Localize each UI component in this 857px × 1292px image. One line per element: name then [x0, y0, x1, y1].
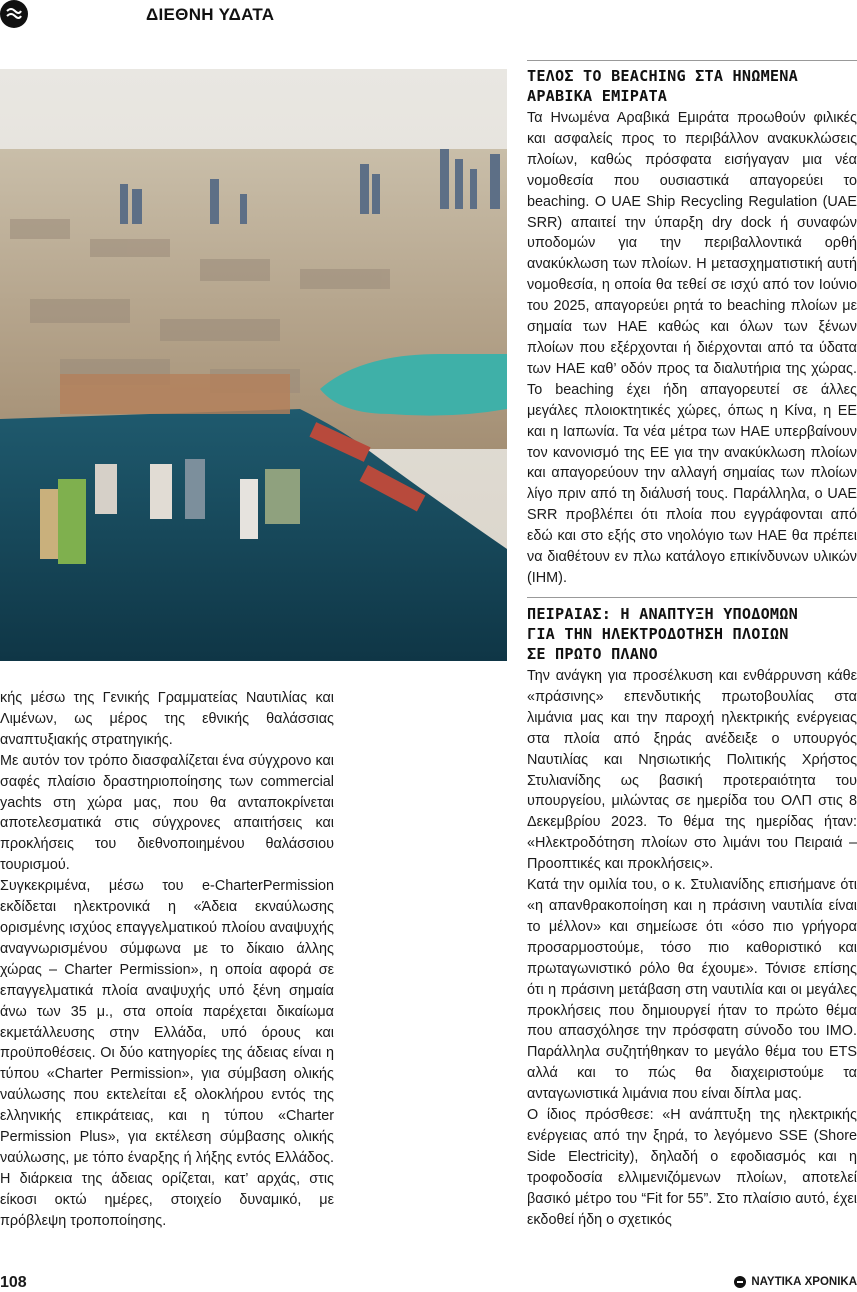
paragraph: Με αυτόν τον τρόπο διασφαλίζεται ένα σύγχρονο και σαφές πλαίσιο δραστηριοποίησης των commercial yachts στη χώρα μας, που θα ανταποκρίνεται αποτελεσματικά στις σύγχρονες απαιτήσεις και προκλήσεις του διεθνοποιημένου θαλάσσιου τουρισμού.: [0, 752, 334, 874]
wave-logo-icon: [0, 0, 28, 28]
paragraph: Την ανάγκη για προσέλκυση και ενθάρρυνση κάθε «πράσινης» επενδυτικής πρωτοβουλίας στα λιμάνια μας και την παροχή ηλεκτρικής ενέργειας στα πλοία από ξηράς ανέδειξε ο υπουργός Ναυτιλίας και Νησιωτικής Πολιτικής Χρήστος Στυλιανίδης ως βασική προτεραιότητα του υπουργείου, μιλώντας σε ημερίδα του ΟΛΠ στις 8 Δεκεμβρίου 2023. Το θέμα της ημερίδας ήταν: «Ηλεκτροδότηση πλοίων στο λιμάνι του Πειραιά – Προοπτικές και προκλήσεις».: [527, 668, 857, 873]
section-title: ΔΙΕΘΝΗ ΥΔΑΤΑ: [146, 5, 275, 24]
left-column: [0, 688, 334, 1232]
page-number: 108: [0, 1274, 27, 1291]
article-divider: [527, 597, 857, 598]
paragraph: κής μέσω της Γενικής Γραμματείας Ναυτιλίας και Λιμένων, ως μέρος της εθνικής θαλάσσιας αναπτυξιακής στρατηγικής.: [0, 690, 334, 748]
paragraph: Ο ίδιος πρόσθεσε: «Η ανάπτυξη της ηλεκτρικής ενέργειας από την ξηρά, το λεγόμενο SSE (Shore Side Electricity), δηλαδή ο εφοδιασμός και η τροφοδοσία ελλιμενιζόμενων πλοίων, αποτελεί βασικό μέτρο του “Fit for 55”. Στο πλαίσιο αυτό, έχει εκδοθεί ήδη ο σχετικός: [527, 1107, 857, 1228]
brand-logo-icon: [734, 1276, 746, 1288]
article-uae: [527, 66, 857, 589]
brand-name: ΝΑΥΤΙΚΑ ΧΡΟΝΙΚΑ: [751, 1276, 857, 1288]
article-piraeus: [527, 604, 857, 1230]
paragraph: Συγκεκριμένα, μέσω του e-CharterPermission εκδίδεται ηλεκτρονικά η «Άδεια εκναύλωσης ορισμένης ισχύος επαγγελματικού πλοίου αναψυχής αναγνωρισμένου σύμφωνα με το δίκαιο άλλης χώρας – Charter Permission», η οποία αφορά σε επαγγελματικά πλοία αναψυχής υπό ξένη σημαία άνω των 35 μ., στα οποία παρέχεται δικαίωμα εκμετάλλευσης στην Ελλάδα, υπό όρους και προϋποθέσεις. Οι δύο κατηγορίες της άδειας είναι η τύπου «Charter Permission», για σύμβαση ολικής ναύλωσης που εκτελείται εξ ολοκλήρου εντός της ελληνικής επικράτειας, και η τύπου «Charter Permission Plus», για εκτέλεση σύμβασης ολικής ναύλωσης, με τόπο έναρξης ή λήξης εντός Ελλάδος. Η διάρκεια της άδειας ορίζεται, κατ’ αρχάς, στις είκοσι οκτώ ημέρες, στοιχείο δυναμικό, με πρόβλεψη τροποποίησης.: [0, 878, 334, 1229]
paragraph: Κατά την ομιλία του, ο κ. Στυλιανίδης επισήμανε ότι «η απανθρακοποίηση και η πράσινη ναυτιλία είναι το μέλλον» και σημείωσε ότι «όσο πιο γρήγορα προσαρμοστούμε, τόσο πιο καθοριστικό και πρωταγωνιστικό ρόλο θα έχουμε». Τόνισε επίσης ότι η πράσινη μετάβαση στη ναυτιλία και οι μεγάλες προκλήσεις που δημιουργεί ήταν το πρώτο θέμα που απασχόλησε την πρόσφατη σύνοδο του IMO. Παράλληλα συζητήθηκαν το μεγάλο θέμα του ETS αλλά και το πώς θα διαχειριστούμε τα ανταγωνιστικά λιμάνια που είναι δίπλα μας.: [527, 877, 857, 1103]
article-heading: ΤΕΛΟΣ ΤΟ BEACHING ΣΤΑ ΗΝΩΜΕΝΑ ΑΡΑΒΙΚΑ ΕΜΙΡΑΤΑ: [527, 67, 798, 105]
article-divider: [527, 60, 857, 61]
brand-footer: [734, 1276, 857, 1288]
article-body: Τα Ηνωμένα Αραβικά Εμιράτα προωθούν φιλικές και ασφαλείς προς το περιβάλλον ανακυκλώσεις πλοίων, καθώς πρόσφατα εισήγαγαν μια νέα νομοθεσία που ουσιαστικά απαγορεύει το beaching. Ο UAE Ship Recycling Regulation (UAE SRR) απαιτεί την ύπαρξη dry dock ή συναφών υποδομών για την περιβαλλοντικά ορθή ανακύκλωση των πλοίων. Η μετασχηματιστική αυτή νομοθεσία, η οποία θα τεθεί σε ισχύ από τον Ιούνιο του 2025, απαγορεύει ρητά το beaching πλοίων με σημαία των ΗΑΕ καθώς και όλων των ξένων πλοίων που εξέρχονται ή διέρχονται από τα ύδατα των ΗΑΕ καθ’ οδόν προς τα διαλυτήρια της χώρας. Το beaching έχει ήδη απαγορευτεί σε άλλες μεγάλες πλοιοκτητικές χώρες, όπως η Κίνα, η ΕΕ και η Ιαπωνία. Τα νέα μέτρα των ΗΑΕ υπερβαίνουν τον κανονισμό της ΕΕ για την ανακύκλωση πλοίων και απαγορεύουν την αλλαγή σημαίας των πλοίων λίγο πριν από τη διάλυσή τους. Παράλληλα, ο UAE SRR προβλέπει ότι πλοία που εγγράφονται από εδώ και στο εξής στο νηολόγιο των ΗΑΕ θα πρέπει να διαθέτουν εν πλω κατάλογο επικίνδυνων υλικών (IHM).: [527, 110, 857, 586]
aerial-port-photo: [0, 69, 507, 661]
article-heading: ΠΕΙΡΑΙΑΣ: Η ΑΝΑΠΤΥΞΗ ΥΠΟΔΟΜΩΝ ΓΙΑ ΤΗΝ ΗΛΕΚΤΡΟΔΟΤΗΣΗ ΠΛΟΙΩΝ ΣΕ ΠΡΩΤΟ ΠΛΑΝΟ: [527, 605, 798, 663]
